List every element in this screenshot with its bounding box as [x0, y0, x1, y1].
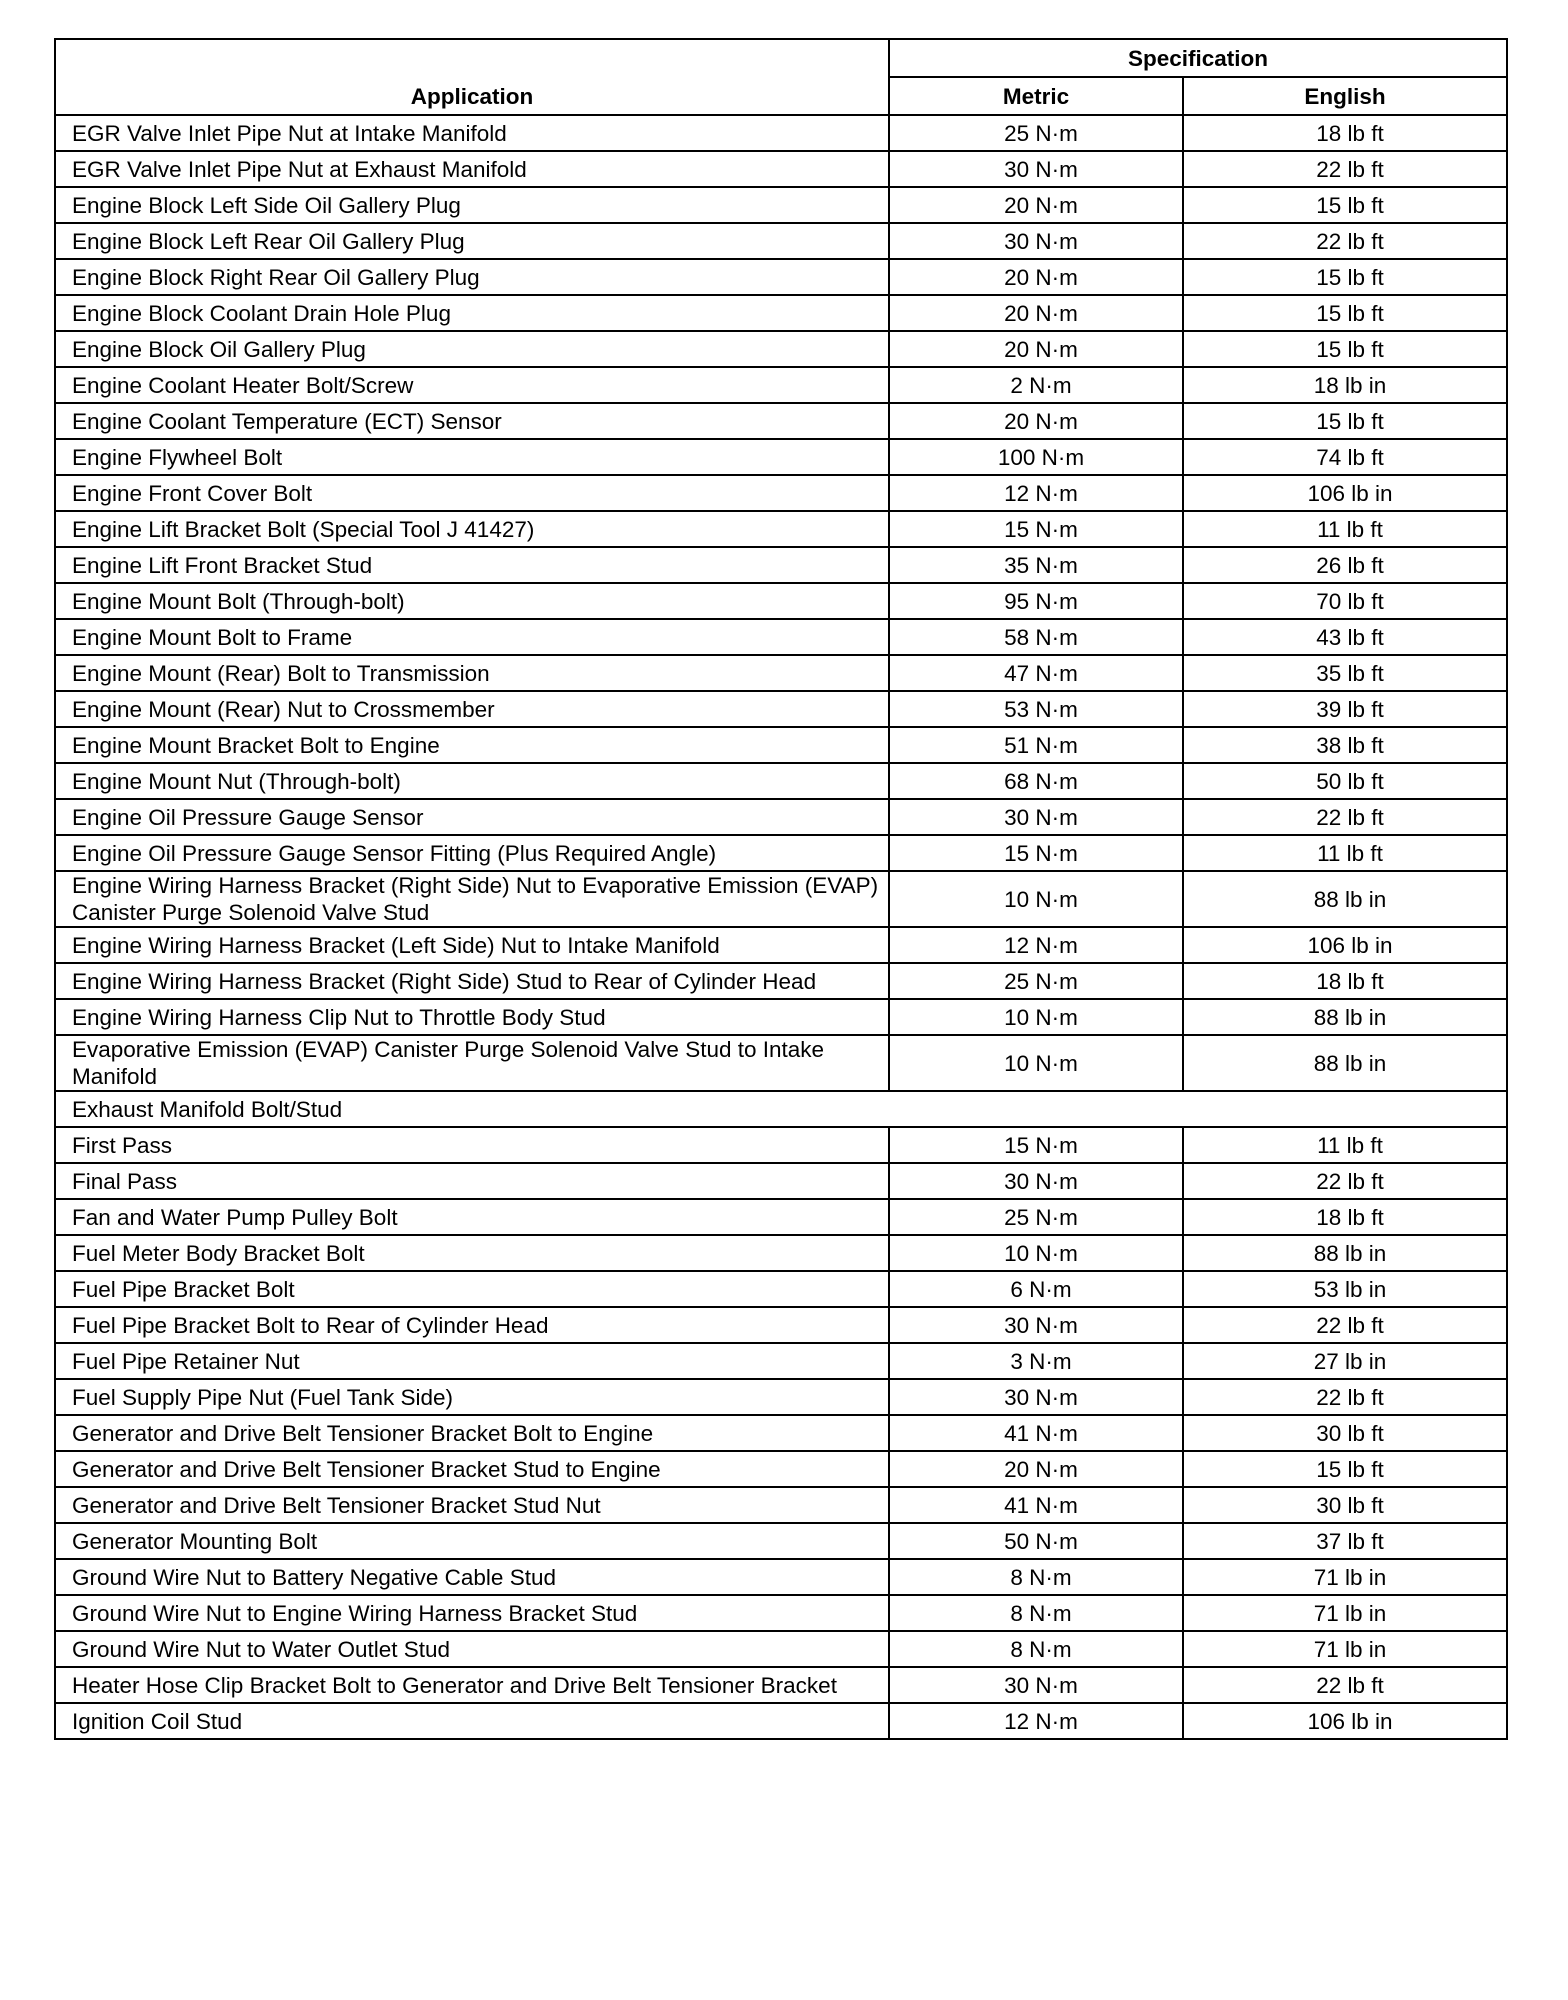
metric-cell: 25 N·m [889, 963, 1183, 999]
metric-cell: 35 N·m [889, 547, 1183, 583]
table-row [55, 799, 1507, 835]
application-cell: Engine Oil Pressure Gauge Sensor [55, 799, 889, 835]
english-cell: 71 lb in [1183, 1559, 1507, 1595]
english-cell: 70 lb ft [1183, 583, 1507, 619]
table-row [55, 999, 1507, 1035]
english-cell: 22 lb ft [1183, 1667, 1507, 1703]
metric-cell: 10 N·m [889, 1035, 1183, 1091]
english-cell: 88 lb in [1183, 1035, 1507, 1091]
table-row [55, 963, 1507, 999]
metric-cell: 30 N·m [889, 151, 1183, 187]
application-cell: Fan and Water Pump Pulley Bolt [55, 1199, 889, 1235]
metric-cell: 12 N·m [889, 927, 1183, 963]
table-row [55, 1091, 1507, 1127]
application-cell: Fuel Pipe Bracket Bolt [55, 1271, 889, 1307]
english-cell: 22 lb ft [1183, 799, 1507, 835]
table-row [55, 331, 1507, 367]
metric-cell: 3 N·m [889, 1343, 1183, 1379]
application-cell: Engine Oil Pressure Gauge Sensor Fitting (Plus Required Angle) [55, 835, 889, 871]
english-cell: 26 lb ft [1183, 547, 1507, 583]
english-cell: 88 lb in [1183, 999, 1507, 1035]
table-row [55, 1271, 1507, 1307]
english-cell: 106 lb in [1183, 475, 1507, 511]
metric-cell: 30 N·m [889, 1667, 1183, 1703]
header-row-1 [55, 39, 1507, 77]
english-cell: 30 lb ft [1183, 1487, 1507, 1523]
table-row [55, 439, 1507, 475]
table-row [55, 1235, 1507, 1271]
application-cell: Engine Flywheel Bolt [55, 439, 889, 475]
application-cell: Engine Block Left Rear Oil Gallery Plug [55, 223, 889, 259]
application-cell: Ground Wire Nut to Water Outlet Stud [55, 1631, 889, 1667]
english-cell: 22 lb ft [1183, 1307, 1507, 1343]
application-cell: Ground Wire Nut to Engine Wiring Harness Bracket Stud [55, 1595, 889, 1631]
english-cell: 15 lb ft [1183, 295, 1507, 331]
metric-cell: 20 N·m [889, 259, 1183, 295]
metric-cell: 20 N·m [889, 187, 1183, 223]
table-row [55, 1523, 1507, 1559]
table-row [55, 151, 1507, 187]
metric-cell: 2 N·m [889, 367, 1183, 403]
metric-cell: 30 N·m [889, 1307, 1183, 1343]
application-cell: Ground Wire Nut to Battery Negative Cable Stud [55, 1559, 889, 1595]
english-cell: 18 lb in [1183, 367, 1507, 403]
application-cell: Engine Lift Bracket Bolt (Special Tool J 41427) [55, 511, 889, 547]
metric-cell: 20 N·m [889, 1451, 1183, 1487]
metric-cell: 50 N·m [889, 1523, 1183, 1559]
table-row [55, 1035, 1507, 1091]
metric-cell: 51 N·m [889, 727, 1183, 763]
table-row [55, 1451, 1507, 1487]
metric-cell: 10 N·m [889, 1235, 1183, 1271]
metric-cell: 25 N·m [889, 115, 1183, 151]
metric-cell: 41 N·m [889, 1415, 1183, 1451]
english-cell: 43 lb ft [1183, 619, 1507, 655]
english-cell: 27 lb in [1183, 1343, 1507, 1379]
application-cell: Engine Coolant Temperature (ECT) Sensor [55, 403, 889, 439]
metric-cell: 8 N·m [889, 1595, 1183, 1631]
english-cell: 30 lb ft [1183, 1415, 1507, 1451]
english-cell: 15 lb ft [1183, 259, 1507, 295]
table-row [55, 1343, 1507, 1379]
table-row [55, 187, 1507, 223]
english-cell: 15 lb ft [1183, 187, 1507, 223]
metric-header: Metric [889, 77, 1183, 115]
application-cell: Engine Front Cover Bolt [55, 475, 889, 511]
metric-cell: 10 N·m [889, 999, 1183, 1035]
table-row [55, 547, 1507, 583]
metric-cell: 95 N·m [889, 583, 1183, 619]
application-cell: Engine Block Left Side Oil Gallery Plug [55, 187, 889, 223]
application-cell: Engine Mount Bracket Bolt to Engine [55, 727, 889, 763]
english-cell: 74 lb ft [1183, 439, 1507, 475]
application-cell: Engine Mount (Rear) Bolt to Transmission [55, 655, 889, 691]
table-row [55, 763, 1507, 799]
specification-header: Specification [889, 39, 1507, 77]
metric-cell: 100 N·m [889, 439, 1183, 475]
metric-cell: 15 N·m [889, 511, 1183, 547]
table-row [55, 1595, 1507, 1631]
table-row [55, 223, 1507, 259]
metric-cell: 25 N·m [889, 1199, 1183, 1235]
metric-cell: 41 N·m [889, 1487, 1183, 1523]
application-cell: Fuel Pipe Bracket Bolt to Rear of Cylinder Head [55, 1307, 889, 1343]
application-cell: Engine Mount Nut (Through-bolt) [55, 763, 889, 799]
english-cell: 106 lb in [1183, 1703, 1507, 1739]
table-row [55, 727, 1507, 763]
application-cell: Fuel Supply Pipe Nut (Fuel Tank Side) [55, 1379, 889, 1415]
metric-cell: 12 N·m [889, 1703, 1183, 1739]
table-row [55, 619, 1507, 655]
metric-cell: 15 N·m [889, 835, 1183, 871]
metric-cell: 10 N·m [889, 871, 1183, 927]
table-row [55, 655, 1507, 691]
english-cell: 35 lb ft [1183, 655, 1507, 691]
metric-cell: 47 N·m [889, 655, 1183, 691]
table-row [55, 835, 1507, 871]
application-cell: Engine Coolant Heater Bolt/Screw [55, 367, 889, 403]
metric-cell: 20 N·m [889, 403, 1183, 439]
english-cell: 106 lb in [1183, 927, 1507, 963]
application-cell: Engine Mount (Rear) Nut to Crossmember [55, 691, 889, 727]
application-cell: Engine Wiring Harness Bracket (Left Side) Nut to Intake Manifold [55, 927, 889, 963]
application-cell: Generator and Drive Belt Tensioner Bracket Stud Nut [55, 1487, 889, 1523]
english-cell: 11 lb ft [1183, 1127, 1507, 1163]
application-cell: Engine Block Oil Gallery Plug [55, 331, 889, 367]
table-row [55, 1199, 1507, 1235]
application-cell: Heater Hose Clip Bracket Bolt to Generator and Drive Belt Tensioner Bracket [55, 1667, 889, 1703]
table-row [55, 475, 1507, 511]
table-row [55, 927, 1507, 963]
metric-cell: 8 N·m [889, 1631, 1183, 1667]
english-header: English [1183, 77, 1507, 115]
metric-cell: 68 N·m [889, 763, 1183, 799]
application-cell: Generator and Drive Belt Tensioner Bracket Bolt to Engine [55, 1415, 889, 1451]
metric-cell: 30 N·m [889, 1379, 1183, 1415]
table-row [55, 1559, 1507, 1595]
table-row [55, 367, 1507, 403]
group-heading-cell: Exhaust Manifold Bolt/Stud [55, 1091, 1507, 1127]
application-cell: Engine Lift Front Bracket Stud [55, 547, 889, 583]
application-cell: Generator and Drive Belt Tensioner Bracket Stud to Engine [55, 1451, 889, 1487]
table-row [55, 1487, 1507, 1523]
table-row [55, 1307, 1507, 1343]
application-cell: Engine Mount Bolt (Through-bolt) [55, 583, 889, 619]
english-cell: 22 lb ft [1183, 1379, 1507, 1415]
application-cell: Engine Mount Bolt to Frame [55, 619, 889, 655]
application-cell: Final Pass [55, 1163, 889, 1199]
english-cell: 39 lb ft [1183, 691, 1507, 727]
table-body [55, 115, 1507, 1739]
application-cell: Generator Mounting Bolt [55, 1523, 889, 1559]
table-row [55, 583, 1507, 619]
table-row [55, 1415, 1507, 1451]
table-row [55, 1703, 1507, 1739]
application-cell: EGR Valve Inlet Pipe Nut at Exhaust Manifold [55, 151, 889, 187]
table-row [55, 259, 1507, 295]
english-cell: 53 lb in [1183, 1271, 1507, 1307]
metric-cell: 30 N·m [889, 1163, 1183, 1199]
application-cell: Engine Wiring Harness Clip Nut to Throttle Body Stud [55, 999, 889, 1035]
metric-cell: 20 N·m [889, 295, 1183, 331]
application-cell: Fuel Pipe Retainer Nut [55, 1343, 889, 1379]
table-row [55, 1127, 1507, 1163]
table-row [55, 1163, 1507, 1199]
torque-spec-page [54, 38, 1506, 1740]
application-cell: Engine Wiring Harness Bracket (Right Side) Nut to Evaporative Emission (EVAP) Canister Purge Solenoid Valve Stud [55, 871, 889, 927]
application-cell: Ignition Coil Stud [55, 1703, 889, 1739]
table-row [55, 403, 1507, 439]
metric-cell: 20 N·m [889, 331, 1183, 367]
table-row [55, 1631, 1507, 1667]
english-cell: 88 lb in [1183, 871, 1507, 927]
english-cell: 22 lb ft [1183, 223, 1507, 259]
english-cell: 18 lb ft [1183, 115, 1507, 151]
english-cell: 22 lb ft [1183, 151, 1507, 187]
application-cell: Evaporative Emission (EVAP) Canister Purge Solenoid Valve Stud to Intake Manifold [55, 1035, 889, 1091]
english-cell: 15 lb ft [1183, 331, 1507, 367]
metric-cell: 8 N·m [889, 1559, 1183, 1595]
table-row [55, 295, 1507, 331]
table-row [55, 1667, 1507, 1703]
table-row [55, 1379, 1507, 1415]
metric-cell: 12 N·m [889, 475, 1183, 511]
application-cell: EGR Valve Inlet Pipe Nut at Intake Manifold [55, 115, 889, 151]
application-cell: Engine Block Coolant Drain Hole Plug [55, 295, 889, 331]
table-row [55, 511, 1507, 547]
metric-cell: 58 N·m [889, 619, 1183, 655]
application-cell: First Pass [55, 1127, 889, 1163]
english-cell: 37 lb ft [1183, 1523, 1507, 1559]
english-cell: 18 lb ft [1183, 1199, 1507, 1235]
table-row [55, 871, 1507, 927]
english-cell: 22 lb ft [1183, 1163, 1507, 1199]
metric-cell: 30 N·m [889, 223, 1183, 259]
metric-cell: 15 N·m [889, 1127, 1183, 1163]
english-cell: 38 lb ft [1183, 727, 1507, 763]
english-cell: 50 lb ft [1183, 763, 1507, 799]
application-cell: Engine Block Right Rear Oil Gallery Plug [55, 259, 889, 295]
english-cell: 11 lb ft [1183, 835, 1507, 871]
metric-cell: 6 N·m [889, 1271, 1183, 1307]
metric-cell: 30 N·m [889, 799, 1183, 835]
english-cell: 71 lb in [1183, 1631, 1507, 1667]
application-header: Application [55, 39, 889, 115]
english-cell: 15 lb ft [1183, 1451, 1507, 1487]
torque-spec-table [54, 38, 1508, 1740]
english-cell: 18 lb ft [1183, 963, 1507, 999]
application-cell: Fuel Meter Body Bracket Bolt [55, 1235, 889, 1271]
english-cell: 88 lb in [1183, 1235, 1507, 1271]
table-row [55, 115, 1507, 151]
table-row [55, 691, 1507, 727]
english-cell: 11 lb ft [1183, 511, 1507, 547]
metric-cell: 53 N·m [889, 691, 1183, 727]
english-cell: 15 lb ft [1183, 403, 1507, 439]
application-cell: Engine Wiring Harness Bracket (Right Side) Stud to Rear of Cylinder Head [55, 963, 889, 999]
english-cell: 71 lb in [1183, 1595, 1507, 1631]
